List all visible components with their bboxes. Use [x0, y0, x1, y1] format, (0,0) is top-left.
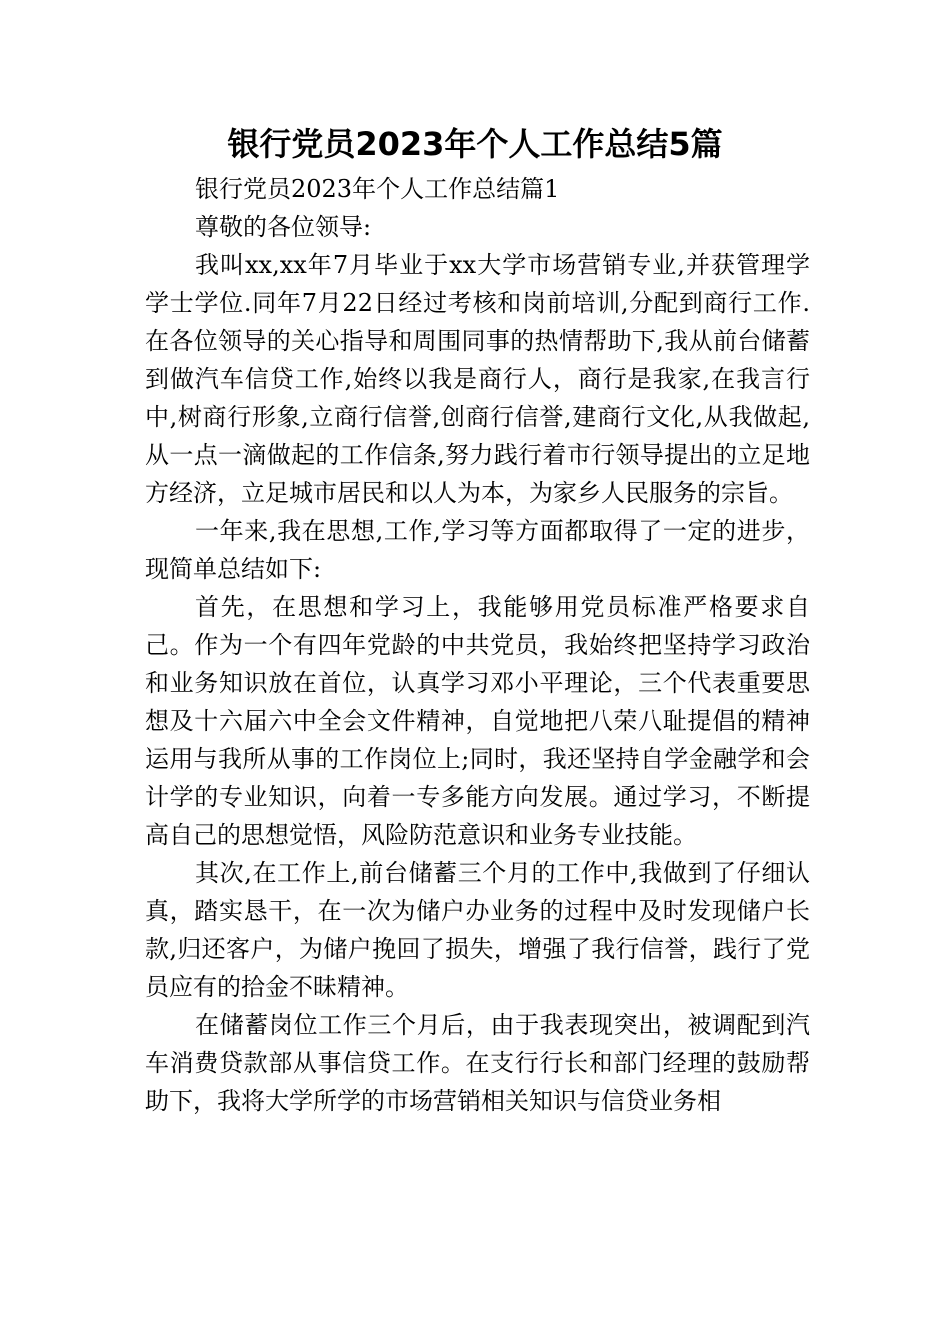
body-paragraph: 我叫xx,xx年7月毕业于xx大学市场营销专业,并获管理学学士学位.同年7月22日经过考核和岗前培训,分配到商行工作.在各位领导的关心指导和周围同事的热情帮助下,我从前台储蓄到做汽车信贷工作,始终以我是商行人，商行是我家,在我言行中,树商行形象,立商行信誉,创商行信誉,建商行文化,从我做起,从一点一滴做起的工作信条,努力践行着市行领导提出的立足地方经济，立足城市居民和以人为本，为家乡人民服务的宗旨。 — [145, 251, 810, 507]
document-title: 银行党员2023年个人工作总结5篇 — [227, 125, 723, 163]
section-heading: 银行党员2023年个人工作总结篇1 — [195, 175, 560, 203]
body-paragraph: 首先，在思想和学习上，我能够用党员标准严格要求自己。作为一个有四年党龄的中共党员，我始终把坚持学习政治和业务知识放在首位，认真学习邓小平理论，三个代表重要思想及十六届六中全会文件精神，自觉地把八荣八耻提倡的精神运用与我所从事的工作岗位上;同时，我还坚持自学金融学和会计学的专业知识，向着一专多能方向发展。通过学习，不断提高自己的思想觉悟，风险防范意识和业务专业技能。 — [145, 593, 810, 849]
body-paragraph: 一年来,我在思想,工作,学习等方面都取得了一定的进步，现简单总结如下: — [145, 517, 810, 583]
body-paragraph: 其次,在工作上,前台储蓄三个月的工作中,我做到了仔细认真，踏实恳干，在一次为储户办业务的过程中及时发现储户长款,归还客户，为储户挽回了损失，增强了我行信誉，践行了党员应有的拾金不昧精神。 — [145, 859, 810, 1001]
salutation: 尊敬的各位领导: — [195, 213, 372, 241]
document-body — [145, 170, 810, 1120]
body-paragraph: 在储蓄岗位工作三个月后，由于我表现突出，被调配到汽车消费贷款部从事信贷工作。在支行行长和部门经理的鼓励帮助下，我将大学所学的市场营销相关知识与信贷业务相 — [145, 1011, 810, 1115]
